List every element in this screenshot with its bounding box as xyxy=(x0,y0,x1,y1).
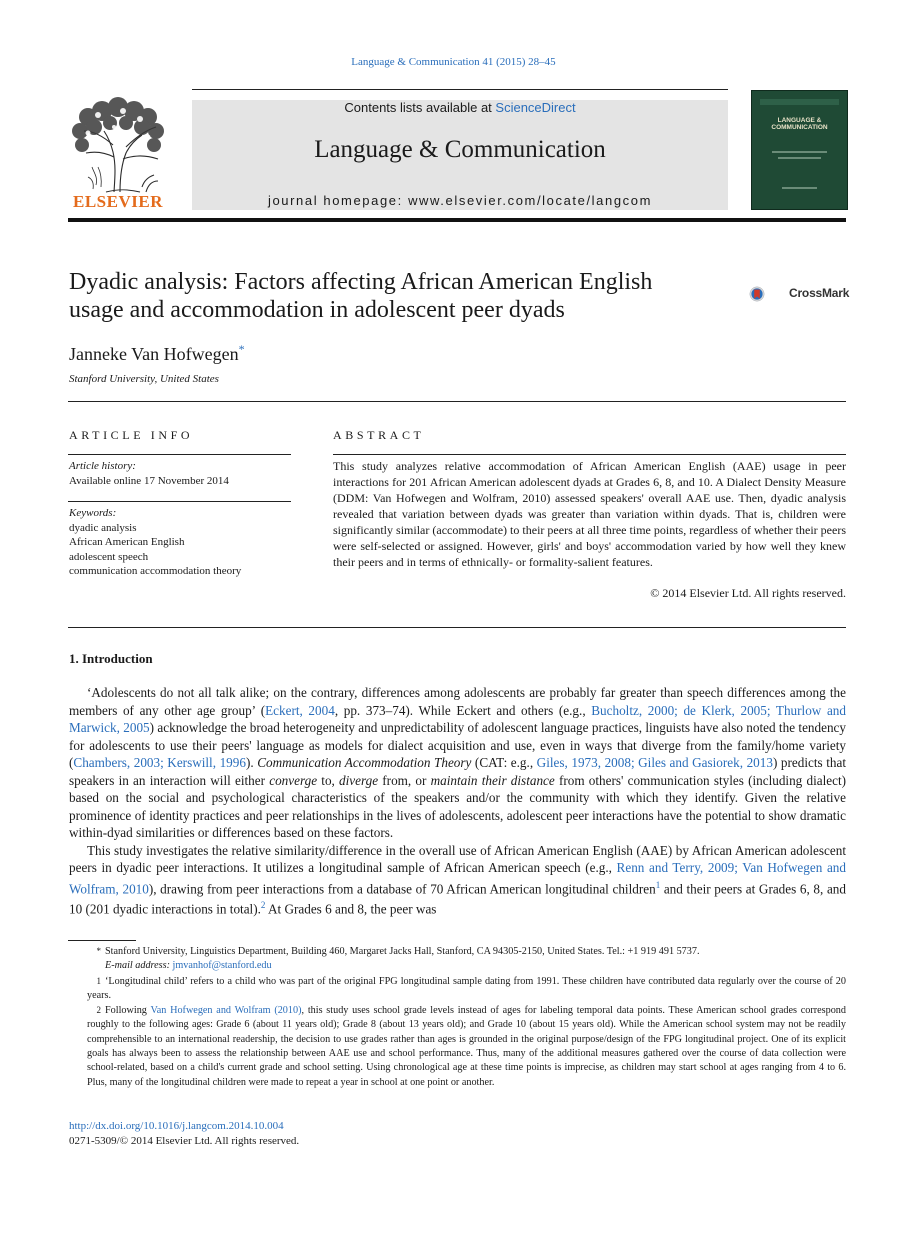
footnote-ref[interactable]: 2 xyxy=(260,900,266,911)
italic-term: converge xyxy=(269,772,318,788)
text-run: , pp. 373–74). While Eckert and others (e.g., xyxy=(334,702,592,718)
author-footnote-mark[interactable]: * xyxy=(238,342,245,356)
introduction-body xyxy=(69,684,846,918)
text-run: (CAT: e.g., xyxy=(471,755,537,770)
citation-link[interactable]: Renn and Terry, 2009; Van Hofwegen and Wolfram, 2010 xyxy=(69,860,846,896)
cover-decoration-icon xyxy=(752,91,847,209)
footnote-text: ‘Longitudinal child’ refers to a child who was part of the original FPG longitudinal sample dating from 1991. These children have contributed data regularly over the course of 20 years. xyxy=(87,975,846,1001)
footnote-email xyxy=(69,959,846,973)
text-run: ). xyxy=(245,755,258,770)
footnote-mark: 1 xyxy=(96,975,101,986)
history-value: Available online 17 November 2014 xyxy=(69,474,229,487)
keyword-item: adolescent speech xyxy=(69,550,149,563)
sciencedirect-link[interactable]: ScienceDirect xyxy=(495,100,576,115)
article-info-heading: ARTICLE INFO xyxy=(69,428,194,442)
journal-citation[interactable]: Language & Communication 41 (2015) 28–45 xyxy=(351,56,556,68)
divider-rule xyxy=(68,401,846,402)
history-label: Article history: xyxy=(69,460,136,472)
italic-term: maintain their distance xyxy=(430,772,555,788)
journal-cover-thumbnail[interactable] xyxy=(751,90,848,210)
doi-link[interactable]: http://dx.doi.org/10.1016/j.langcom.2014.10.004 xyxy=(69,1120,284,1132)
keyword-item: dyadic analysis xyxy=(69,521,137,534)
text-run: ), drawing from peer interactions from a database of 70 African American longitudinal children xyxy=(148,880,656,896)
contents-line xyxy=(192,100,728,115)
author-affiliation: Stanford University, United States xyxy=(69,373,219,385)
footnote-1 xyxy=(69,974,846,1004)
abstract-text: This study analyzes relative accommodation of African American English (AAE) usage in peer interactions for 201 African American adolescent dyads at Grades 6, 8, and 10. A Dialect Density Measure (DDM: Van Hofwegen and Wolfram, 2010) assessed speakers' overall AAE use. Then, dyadic analysis revealed that variation between dyads was greater than variation within dyads. That is, children were significantly similar (accommodate) to their peers at all three time points, regardless of whether their peers were self-selected or assigned. However, girls' and boys' accommodation varied by how well they knew their peers and in terms of ethnically- or formality-salient features. xyxy=(333,459,846,569)
footnote-mark: 2 xyxy=(96,1005,101,1016)
text-run: At Grades 6 and 8, the peer was xyxy=(265,901,437,917)
footnote-2 xyxy=(69,1003,846,1090)
footnote-ref[interactable]: 1 xyxy=(655,879,661,890)
crossmark-label[interactable]: CrossMark xyxy=(789,286,850,300)
footnote-text: Stanford University, Linguistics Department, Building 460, Margaret Jacks Hall, Stanford, CA 94305-2150, United States. Tel.: +1 919 491 5737. xyxy=(105,946,700,957)
text-run: ‘Adolescents do not all talk alike; on the contrary, differences among adolescents are probably far greater than speech differences among the members of any other age group’ ( xyxy=(69,685,846,718)
footnote-mark: * xyxy=(96,946,101,956)
journal-name: Language & Communication xyxy=(314,136,606,163)
footnotes xyxy=(69,944,846,1090)
author-name-text[interactable]: Janneke Van Hofwegen xyxy=(69,344,239,364)
article-info-rule xyxy=(68,454,291,455)
issn-line: 0271-5309/© 2014 Elsevier Ltd. All rights reserved. xyxy=(69,1135,300,1147)
elsevier-wordmark: ELSEVIER xyxy=(73,192,163,211)
intro-paragraph-1 xyxy=(69,684,846,842)
email-link[interactable]: jmvanhof@stanford.edu xyxy=(172,960,272,972)
citation-link[interactable]: Bucholtz, 2000; de Klerk, 2005; Thurlow and Marwick, 2005 xyxy=(69,702,846,735)
citation-link[interactable]: Chambers, 2003; Kerswill, 1996 xyxy=(73,755,246,770)
contents-prefix: Contents lists available at xyxy=(344,100,496,115)
article-info-rule-2 xyxy=(68,501,291,502)
italic-term: Communication Accommodation Theory xyxy=(257,755,472,770)
text-run: This study investigates the relative similarity/difference in the overall use of African American English (AAE) by African American adolescent peers in dyadic peer interactions. It utilizes a longitudinal sample of African American speech (e.g., xyxy=(69,842,846,875)
citation-link[interactable]: Giles, 1973, 2008; Giles and Gasiorek, 2013 xyxy=(536,755,773,770)
author-name xyxy=(69,342,245,365)
abstract-copyright: © 2014 Elsevier Ltd. All rights reserved. xyxy=(650,586,846,600)
text-run: ) acknowledge the broad heterogeneity and unpredictability of adolescent language practices, linguists have also noted the tendency for adolescents to use their peers' language as models for dialect acquisition and use, even in ways that diverge from the family/home variety ( xyxy=(69,720,847,770)
article-title-line-1: Dyadic analysis: Factors affecting African American English xyxy=(69,269,653,295)
homepage-prefix: journal homepage: xyxy=(267,193,409,208)
cover-title: LANGUAGE & COMMUNICATION xyxy=(771,117,828,131)
citation-link[interactable]: Eckert, 2004 xyxy=(265,702,335,718)
article-title-line-2: usage and accommodation in adolescent peer dyads xyxy=(69,297,565,323)
header-top-rule xyxy=(192,89,728,90)
footnote-author xyxy=(69,944,846,959)
footnote-rule xyxy=(68,940,136,941)
keyword-item: communication accommodation theory xyxy=(69,565,242,577)
text-run: ) predicts that speakers in an interaction will either xyxy=(69,755,846,788)
footnote-text: , this study uses school grade levels instead of ages for labeling temporal data points. These American school grades correspond roughly to the following ages: Grade 6 (about 11 years old); Grade 8 (about 13 years old); and Grade 10 (about 15 years old). While the American school system may not be readily comprehensible to an international readership, the decision to use grades rather than ages is grounded in the original purpose/design of the FPG longitudinal project. One of its explicit goals has always been to assess the relationship between AAE use and school performance. Thus, many of the additional measures gathered over the course of data collection were school-related, based on a child's current grade and school setting. Using chronological age at these time points is imprecise, as children may start school at ages ranging from 4 to 6. Plus, many of the longitudinal children were made to repeat a year in school at one point or another. xyxy=(87,1005,846,1088)
intro-paragraph-2 xyxy=(69,842,846,919)
divider-rule-2 xyxy=(68,627,846,628)
keyword-item: African American English xyxy=(69,536,185,548)
text-run: from others' communication styles (including dialect) based on the social and psychological characteristics of the speakers and/or the community with which they identify. Given the relative prominence of identity practices and peer relationships in the lives of adolescents, adolescent peer interactions have the potential to show dramatic within-dyad similarities or differences based on these factors. xyxy=(69,772,847,840)
text-run: from, or xyxy=(378,772,431,788)
journal-homepage xyxy=(192,193,728,208)
article-history xyxy=(69,459,291,488)
keywords-block xyxy=(69,506,291,579)
email-label: E-mail address: xyxy=(105,960,170,972)
article-title xyxy=(69,268,729,324)
citation-link[interactable]: Van Hofwegen and Wolfram (2010) xyxy=(150,1005,302,1017)
section-heading-introduction: 1. Introduction xyxy=(69,651,153,666)
homepage-url[interactable]: www.elsevier.com/locate/langcom xyxy=(408,193,653,208)
keywords-label: Keywords: xyxy=(69,507,117,519)
italic-term: diverge xyxy=(339,772,379,788)
abstract-heading: ABSTRACT xyxy=(333,428,425,442)
text-run: and their peers at Grades 6, 8, and 10 (201 dyadic interactions in total). xyxy=(69,880,846,917)
header-thick-rule xyxy=(68,218,846,222)
footnote-text: Following xyxy=(105,1005,151,1017)
text-run: to, xyxy=(317,772,340,788)
crossmark-icon[interactable] xyxy=(749,274,789,314)
abstract-rule xyxy=(333,454,846,455)
